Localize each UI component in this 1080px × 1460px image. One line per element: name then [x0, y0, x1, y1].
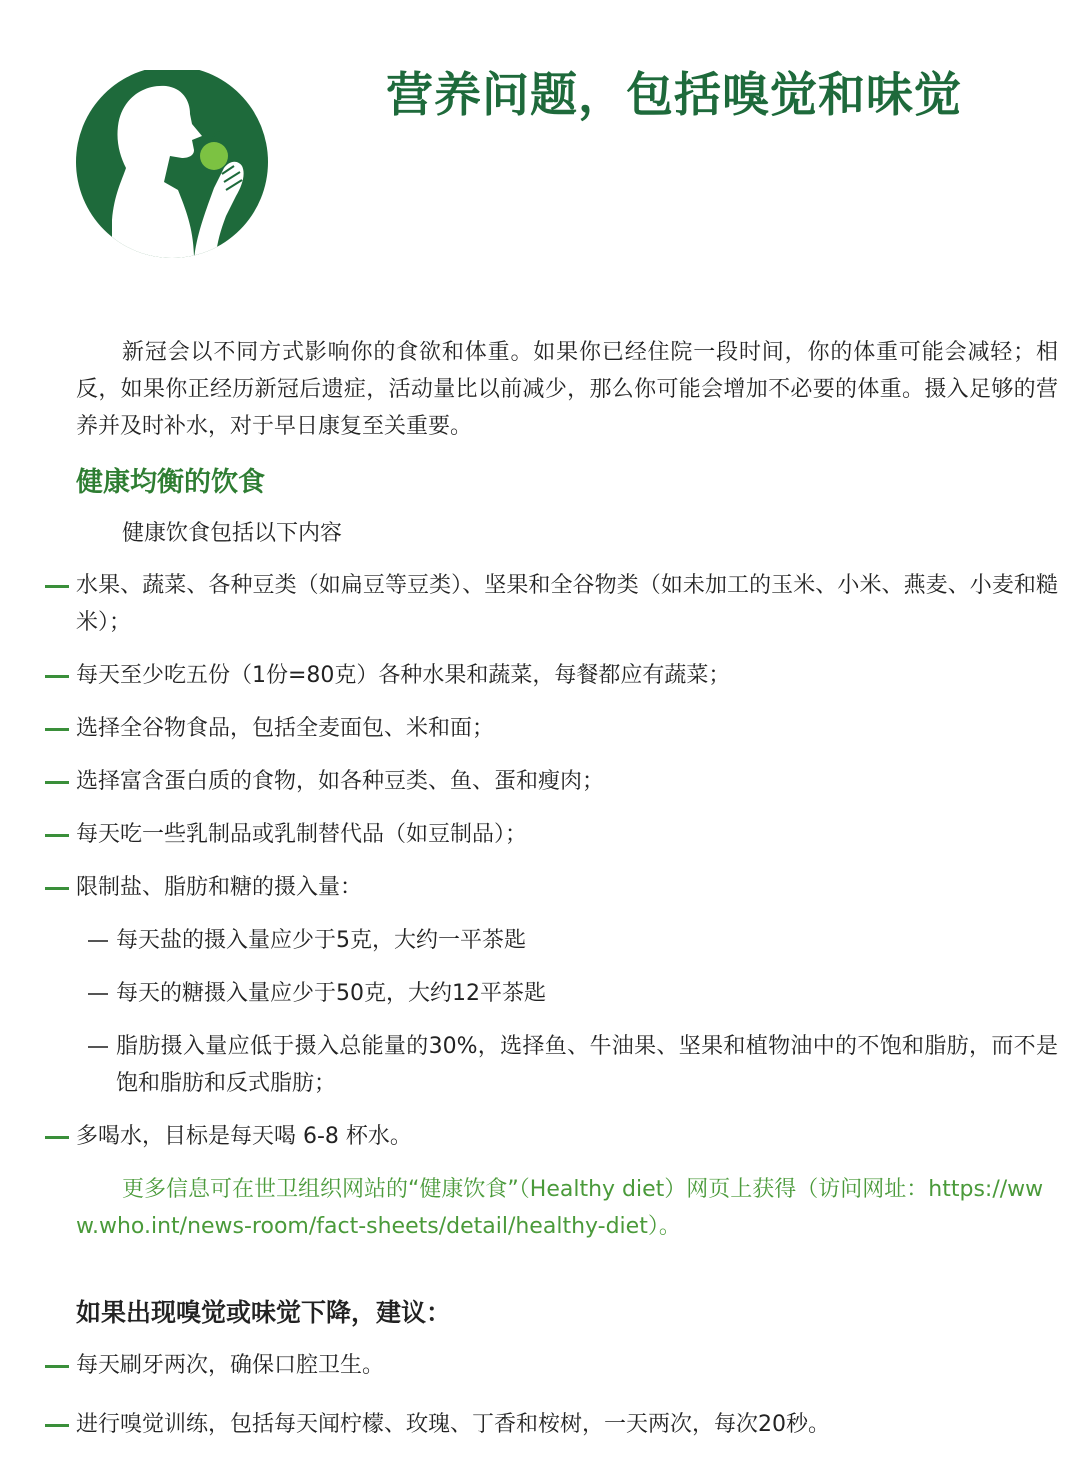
list-item: 进行嗅觉训练，包括每天闻柠檬、玫瑰、丁香和桉树，一天两次，每次20秒。 [76, 1406, 1058, 1443]
list-item: 每天刷牙两次，确保口腔卫生。 [76, 1347, 1058, 1384]
list-item: 每天至少吃五份（1份=80克）各种水果和蔬菜，每餐都应有蔬菜； [76, 657, 1058, 694]
dash-bullet-icon [45, 1365, 69, 1368]
dash-bullet-icon [45, 675, 69, 678]
smell-section-title: 如果出现嗅觉或味觉下降，建议： [76, 1298, 452, 1327]
dash-bullet-icon [45, 585, 69, 588]
list-item: 选择全谷物食品，包括全麦面包、米和面； [76, 710, 1058, 747]
sub-list-item: 脂肪摄入量应低于摄入总能量的30%，选择鱼、牛油果、坚果和植物油中的不饱和脂肪，而不是饱和脂肪和反式脂肪； [116, 1028, 1058, 1102]
sub-list-item: 每天的糖摄入量应少于50克，大约12平茶匙 [116, 975, 1058, 1012]
dash-bullet-icon [45, 887, 69, 890]
list-item: 水果、蔬菜、各种豆类（如扁豆等豆类）、坚果和全谷物类（如未加工的玉米、小米、燕麦、小麦和糙米）； [76, 567, 1058, 641]
person-eating-apple-icon [74, 70, 270, 260]
main-content [0, 334, 1080, 1443]
dash-bullet-icon [45, 1136, 69, 1139]
list-item: 限制盐、脂肪和糖的摄入量： [76, 869, 1058, 906]
logo [74, 70, 270, 260]
smell-list [0, 1347, 1080, 1443]
intro-paragraph: 新冠会以不同方式影响你的食欲和体重。如果你已经住院一段时间，你的体重可能会减轻；相反，如果你正经历新冠后遗症，活动量比以前减少，那么你可能会增加不必要的体重。摄入足够的营养并及时补水，对于早日康复至关重要。 [76, 340, 1058, 439]
page-title: 营养问题，包括嗅觉和味觉 [386, 68, 962, 123]
dash-bullet-icon [45, 781, 69, 784]
dash-bullet-icon [45, 728, 69, 731]
dash-bullet-icon [45, 1424, 69, 1427]
list-item: 选择富含蛋白质的食物，如各种豆类、鱼、蛋和瘦肉； [76, 763, 1058, 800]
diet-list [0, 567, 1080, 1155]
diet-section-title: 健康均衡的饮食 [76, 467, 265, 498]
sub-dash-icon [88, 993, 108, 995]
list-item: 多喝水，目标是每天喝 6-8 杯水。 [76, 1118, 1058, 1155]
sub-list-item: 每天盐的摄入量应少于5克，大约一平茶匙 [116, 922, 1058, 959]
sub-dash-icon [88, 940, 108, 942]
list-item: 每天吃一些乳制品或乳制替代品（如豆制品）； [76, 816, 1058, 853]
sub-dash-icon [88, 1046, 108, 1048]
dash-bullet-icon [45, 834, 69, 837]
diet-intro: 健康饮食包括以下内容 [122, 521, 343, 546]
more-info-note: 更多信息可在世卫组织网站的“健康饮食”（Healthy diet）网页上获得（访问网址：https://www.who.int/news-room/fact-sheets/detail/healthy-diet）。 [76, 1177, 1044, 1239]
